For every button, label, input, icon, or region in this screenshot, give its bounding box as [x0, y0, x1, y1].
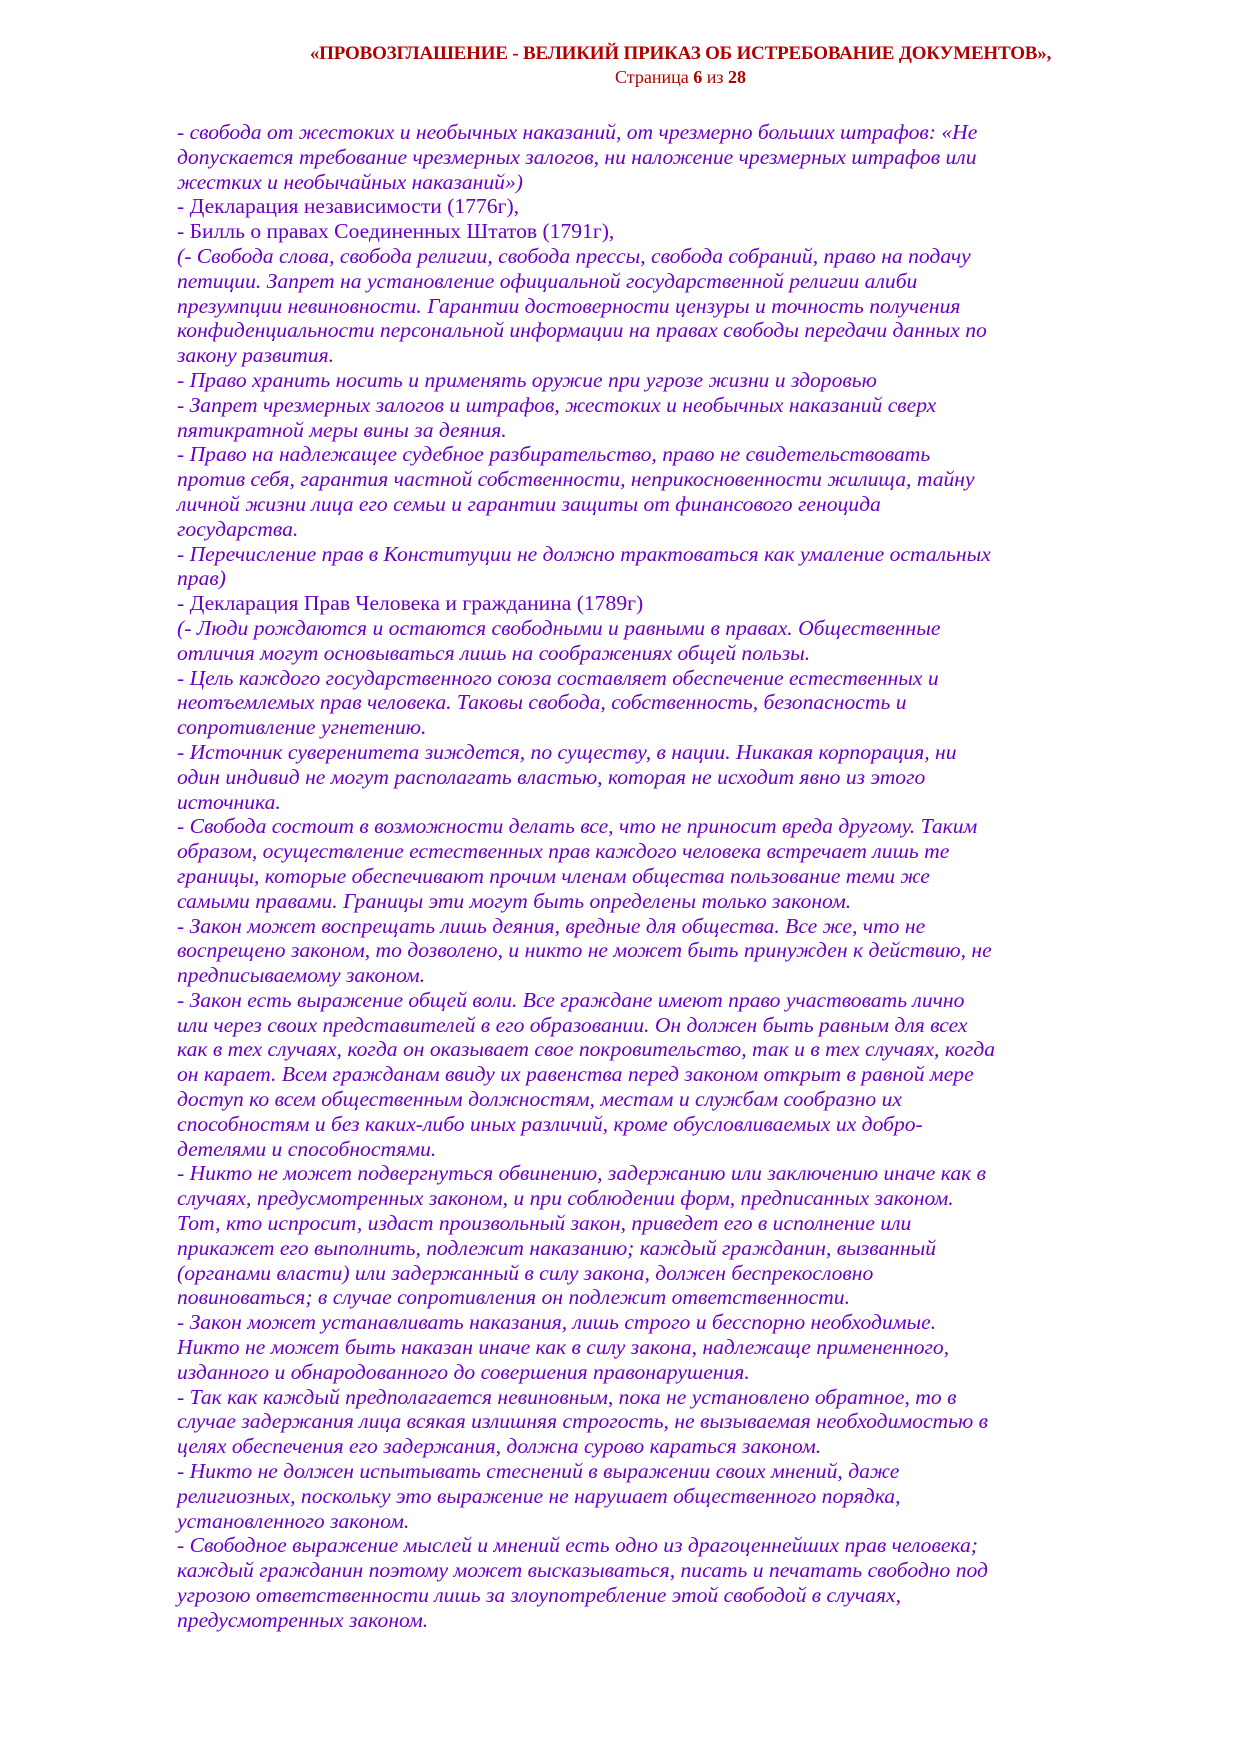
text-line: отличия могут основываться лишь на соображениях общей пользы. — [177, 640, 811, 665]
text-line: - Перечисление прав в Конституции не должно трактоваться как умаление остальных — [177, 541, 991, 566]
text-line: границы, которые обеспечивают прочим членам общества пользование теми же — [177, 863, 930, 888]
text-line: образом, осуществление естественных прав каждого человека встречает лишь те — [177, 839, 950, 864]
text-line: прикажет его выполнить, подлежит наказанию; каждый гражданин, вызванный — [177, 1235, 937, 1260]
text-line: он карает. Всем гражданам ввиду их равенства перед законом открыт в равной мере — [177, 1062, 974, 1087]
text-line: закону развития. — [177, 343, 335, 368]
text-line: - Билль о правах Соединенных Штатов (1791г), — [177, 219, 615, 244]
text-line: личной жизни лица его семьи и гарантии защиты от финансового геноцида — [177, 491, 881, 516]
text-line: или через своих представителей в его образовании. Он должен быть равным для всех — [177, 1012, 968, 1037]
text-line: источника. — [177, 789, 281, 814]
page-total: 28 — [727, 67, 746, 87]
text-line: конфиденциальности персональной информации на правах свободы передачи данных по — [177, 318, 987, 343]
text-line: детелями и способностями. — [177, 1136, 437, 1161]
document-body — [177, 120, 1137, 1633]
text-line: случаях, предусмотренных законом, и при соблюдении форм, предписанных законом. — [177, 1186, 954, 1211]
text-line: - Декларация Прав Человека и гражданина (1789г) — [177, 591, 644, 616]
text-line: - Право хранить носить и применять оружие при угрозе жизни и здоровью — [177, 367, 877, 392]
text-line: воспрещено законом, то дозволено, и никто не может быть принужден к действию, не — [177, 938, 992, 963]
text-line: - Источник суверенитета зиждется, по существу, в нации. Никакая корпорация, ни — [177, 739, 957, 764]
text-line: изданного и обнародованного до совершения правонарушения. — [177, 1359, 750, 1384]
text-line: один индивид не могут располагать властью, которая не исходит явно из этого — [177, 764, 926, 789]
text-line: - Закон есть выражение общей воли. Все граждане имеют право участвовать лично — [177, 987, 965, 1012]
text-line: - Никто не должен испытывать стеснений в выражении своих мнений, даже — [177, 1459, 900, 1484]
page-current: 6 — [693, 67, 703, 87]
text-line: способностям и без каких-либо иных различий, кроме обусловливаемых их добро- — [177, 1111, 923, 1136]
text-line: (- Свобода слова, свобода религии, свобода прессы, свобода собраний, право на подачу — [177, 243, 971, 268]
text-line: - Закон может устанавливать наказания, лишь строго и бесспорно необходимые. — [177, 1310, 937, 1335]
text-line: - свобода от жестоких и необычных наказаний, от чрезмерно больших штрафов: «Не — [177, 120, 978, 144]
text-line: неотъемлемых прав человека. Таковы свобода, собственность, безопасность и — [177, 690, 907, 715]
text-line: каждый гражданин поэтому может высказываться, писать и печатать свободно под — [177, 1558, 988, 1583]
text-line: - Закон может воспрещать лишь деяния, вредные для общества. Все же, что не — [177, 913, 926, 938]
text-line: установленного законом. — [177, 1508, 410, 1533]
text-line: допускается требование чрезмерных залогов, ни наложение чрезмерных штрафов или — [177, 144, 977, 169]
text-line: самыми правами. Границы эти могут быть определены только законом. — [177, 888, 852, 913]
text-line: - Цель каждого государственного союза составляет обеспечение естественных и — [177, 665, 939, 690]
text-line: угрозою ответственности лишь за злоупотребление этой свободой в случаях, — [177, 1583, 901, 1608]
text-line: - Свободное выражение мыслей и мнений есть одно из драгоценнейших прав человека; — [177, 1533, 978, 1558]
text-line: религиозных, поскольку это выражение не нарушает общественного порядка, — [177, 1483, 901, 1508]
text-line: - Декларация независимости (1776г), — [177, 194, 520, 219]
text-line: предусмотренных законом. — [177, 1607, 429, 1632]
text-line: целях обеспечения его задержания, должна сурово караться законом. — [177, 1434, 822, 1459]
text-line: предписываемому законом. — [177, 963, 426, 988]
text-line: прав) — [177, 566, 226, 591]
text-line: повиноваться; в случае сопротивления он подлежит ответственности. — [177, 1285, 850, 1310]
page-sep: из — [702, 67, 728, 87]
text-line: (органами власти) или задержанный в силу закона, должен беспрекословно — [177, 1260, 874, 1285]
text-line: презумпции невиновности. Гарантии достоверности цензуры и точность получения — [177, 293, 961, 318]
text-line: (- Люди рождаются и остаются свободными и равными в правах. Общественные — [177, 615, 941, 640]
page-number — [0, 67, 1241, 88]
text-line: доступ ко всем общественным должностям, местам и службам сообразно их — [177, 1087, 902, 1112]
text-line: Никто не может быть наказан иначе как в силу закона, надлежаще примененного, — [177, 1335, 950, 1360]
text-line: - Запрет чрезмерных залогов и штрафов, жестоких и необычных наказаний сверх — [177, 392, 937, 417]
text-line: Тот, кто испросит, издаст произвольный закон, приведет его в исполнение или — [177, 1211, 912, 1236]
text-line: - Никто не может подвергнуться обвинению, задержанию или заключению иначе как в — [177, 1161, 986, 1186]
page-header — [0, 43, 1241, 88]
text-line: сопротивление угнетению. — [177, 715, 427, 740]
text-line: пятикратной меры вины за деяния. — [177, 417, 507, 442]
text-line: - Свобода состоит в возможности делать все, что не приносит вреда другому. Таким — [177, 814, 978, 839]
text-line: - Право на надлежащее судебное разбирательство, право не свидетельствовать — [177, 442, 931, 467]
text-line: жестких и необычайных наказаний») — [177, 169, 523, 194]
text-line: случае задержания лица всякая излишняя строгость, не вызываемая необходимостью в — [177, 1409, 988, 1434]
document-title: «ПРОВОЗГЛАШЕНИЕ - ВЕЛИКИЙ ПРИКАЗ ОБ ИСТРЕБОВАНИЕ ДОКУМЕНТОВ», — [309, 43, 1052, 64]
text-line: против себя, гарантия частной собственности, неприкосновенности жилища, тайну — [177, 467, 975, 492]
text-line: - Так как каждый предполагается невиновным, пока не установлено обратное, то в — [177, 1384, 957, 1409]
text-line: как в тех случаях, когда он оказывает свое покровительство, так и в тех случаях, когда — [177, 1037, 996, 1062]
text-line: государства. — [177, 516, 299, 541]
page-prefix: Страница — [615, 67, 694, 87]
text-line: петиции. Запрет на установление официальной государственной религии алиби — [177, 268, 918, 293]
